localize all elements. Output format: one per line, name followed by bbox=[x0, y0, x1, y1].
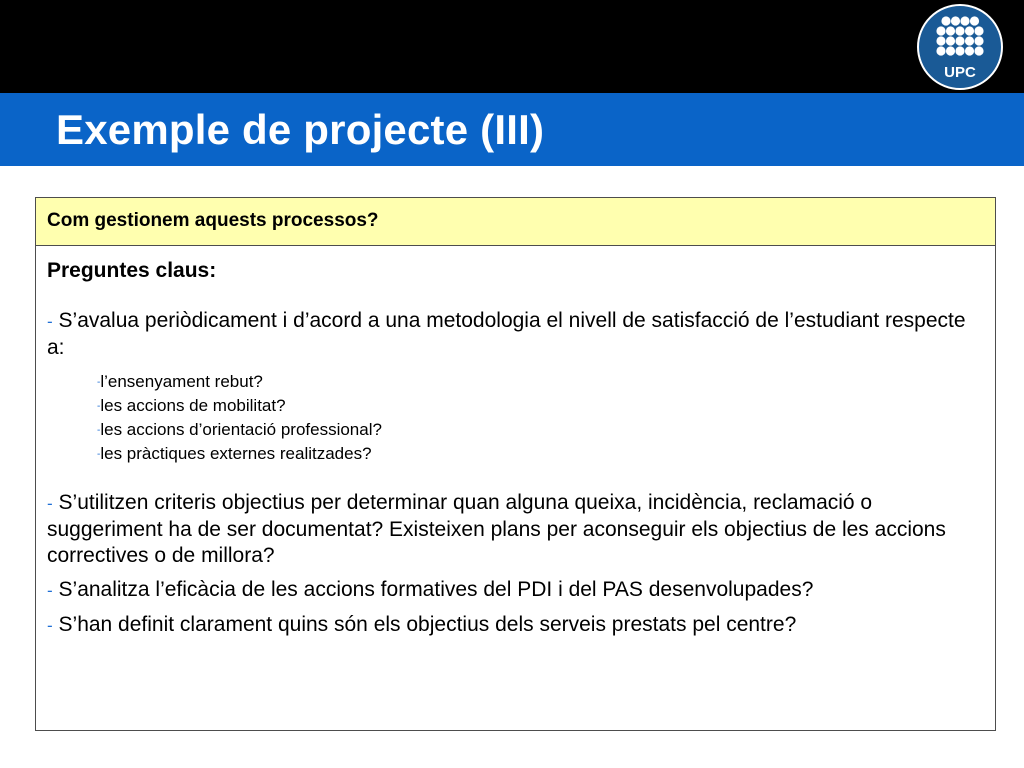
questions-box bbox=[35, 197, 996, 731]
sub-list bbox=[47, 370, 987, 466]
question-4 bbox=[47, 612, 987, 639]
sub-item-text: les accions de mobilitat? bbox=[100, 396, 286, 415]
question-2-text: S’utilitzen criteris objectius per determinar quan alguna queixa, incidència, reclamació o suggeriment ha de ser documentat? Existeixen plans per aconseguir els objectius de les accions correctives o de millora? bbox=[47, 491, 946, 567]
upc-logo bbox=[917, 4, 1003, 90]
bullet-dash: - bbox=[47, 312, 53, 331]
bullet-dash: - bbox=[47, 494, 53, 513]
question-2 bbox=[47, 490, 987, 569]
sub-bullet: - bbox=[97, 425, 101, 436]
box-header-text: Com gestionem aquests processos? bbox=[47, 210, 379, 231]
bullet-dash: - bbox=[47, 616, 53, 635]
sub-bullet: - bbox=[97, 401, 101, 412]
question-3-text: S’analitza l’eficàcia de les accions formatives del PDI i del PAS desenvolupades? bbox=[58, 578, 814, 601]
question-4-text: S’han definit clarament quins són els objectius dels serveis prestats pel centre? bbox=[58, 613, 797, 636]
logo-text: UPC bbox=[944, 64, 976, 81]
box-content bbox=[47, 258, 987, 639]
question-1-text: S’avalua periòdicament i d’acord a una metodologia el nivell de satisfacció de l’estudiant respecte a: bbox=[47, 309, 966, 359]
top-bar bbox=[0, 0, 1024, 93]
bullet-dash: - bbox=[47, 581, 53, 600]
sub-item bbox=[97, 442, 987, 466]
question-1 bbox=[47, 308, 987, 361]
sub-item bbox=[97, 418, 987, 442]
sub-bullet: - bbox=[97, 377, 101, 388]
subhead: Preguntes claus: bbox=[47, 259, 217, 282]
slide-title: Exemple de projecte (III) bbox=[56, 106, 545, 153]
sub-bullet: - bbox=[97, 449, 101, 460]
sub-item-text: les accions d’orientació professional? bbox=[100, 420, 382, 439]
sub-item-text: l’ensenyament rebut? bbox=[100, 372, 263, 391]
question-3 bbox=[47, 577, 987, 604]
sub-item bbox=[97, 370, 987, 394]
sub-item-text: les pràctiques externes realitzades? bbox=[100, 444, 372, 463]
sub-item bbox=[97, 394, 987, 418]
box-header bbox=[36, 198, 995, 246]
